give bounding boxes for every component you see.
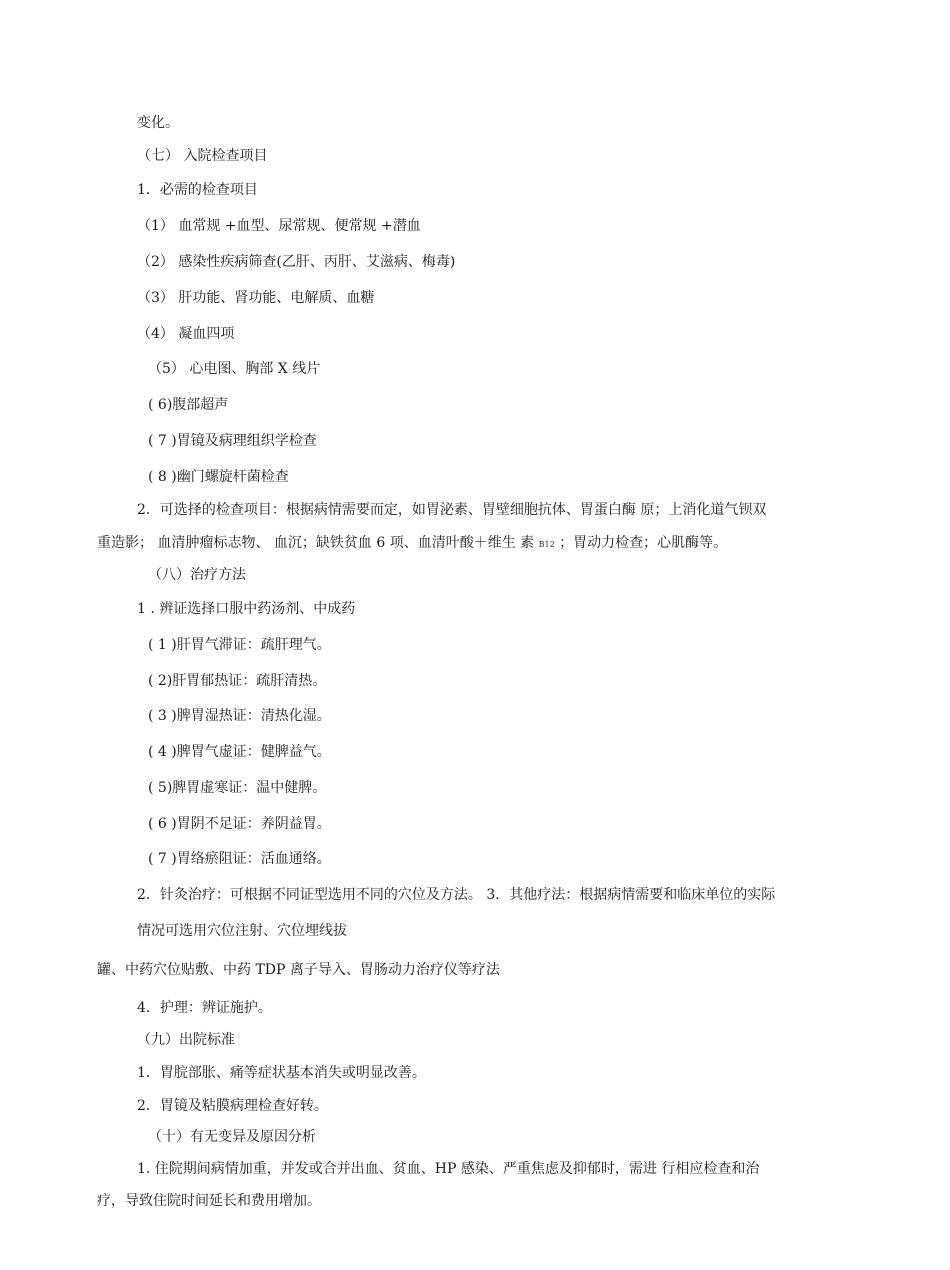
subscript-b12: B12 — [538, 540, 555, 549]
list-item: 1．胃脘部胀、痛等症状基本消失或明显改善。 — [137, 1065, 426, 1081]
subsection-heading: 1．必需的检查项目 — [137, 182, 258, 198]
list-item: （2） 感染性疾病筛查(乙肝、丙肝、艾滋病、梅毒) — [137, 254, 456, 270]
list-item: ( 2)肝胃郁热证：疏肝清热。 — [148, 673, 327, 689]
section-heading: （十）有无变异及原因分析 — [148, 1129, 316, 1145]
paragraph-line: 罐、中药穴位贴敷、中药 TDP 离子导入、胃肠动力治疗仪等疗法 — [97, 962, 500, 978]
list-item: ( 6)腹部超声 — [148, 397, 229, 413]
list-item: ( 5)脾胃虚寒证：温中健脾。 — [148, 780, 327, 796]
text-line: 变化。 — [137, 115, 179, 131]
paragraph-line: 4．护理：辨证施护。 — [137, 1000, 272, 1016]
paragraph-text: 重造影； 血清肿瘤标志物、 血沉；缺铁贫血 6 项、血清叶酸＋维生 素 — [97, 535, 535, 551]
section-heading: （七） 入院检查项目 — [137, 148, 268, 164]
subsection-heading: 1 . 辨证选择口服中药汤剂、中成药 — [137, 601, 356, 617]
list-item: ( 7 )胃络瘀阻证：活血通络。 — [148, 851, 331, 867]
list-item: （1） 血常规 +血型、尿常规、便常规 +潜血 — [137, 218, 421, 234]
list-item: ( 3 )脾胃湿热证：清热化湿。 — [148, 708, 331, 724]
paragraph-line: 情况可选用穴位注射、穴位埋线拔 — [137, 923, 347, 939]
list-item: （5） 心电图、胸部 X 线片 — [148, 361, 321, 377]
paragraph-line: 2．可选择的检查项目：根据病情需要而定，如胃泌素、胃壁细胞抗体、胃蛋白酶 原；上消化道气钡双 — [137, 502, 767, 518]
list-item: ( 1 )肝胃气滞证：疏肝理气。 — [148, 637, 331, 653]
list-item: ( 6 )胃阴不足证：养阴益胃。 — [148, 816, 331, 832]
paragraph-line: 1. 住院期间病情加重，并发或合并出血、贫血、HP 感染、严重焦虑及抑郁时，需进 行相应检查和治 — [137, 1161, 760, 1177]
list-item: （3） 肝功能、肾功能、电解质、血糖 — [137, 290, 375, 306]
list-item: 2．胃镜及粘膜病理检查好转。 — [137, 1098, 328, 1114]
paragraph-line: 2．针灸治疗：可根据不同证型选用不同的穴位及方法。 3．其他疗法：根据病情需要和临床单位的实际 — [137, 887, 776, 903]
paragraph-line: 疗，导致住院时间延长和费用增加。 — [97, 1193, 321, 1209]
list-item: ( 8 )幽门螺旋杆菌检查 — [148, 469, 289, 485]
paragraph-line — [97, 534, 727, 554]
section-heading: （八）治疗方法 — [148, 567, 246, 583]
list-item: ( 4 )脾胃气虚证：健脾益气。 — [148, 744, 331, 760]
list-item: ( 7 )胃镜及病理组织学检查 — [148, 433, 317, 449]
paragraph-text: ；胃动力检查；心肌酶等。 — [559, 535, 728, 551]
list-item: （4） 凝血四项 — [137, 326, 235, 342]
section-heading: （九）出院标准 — [137, 1032, 235, 1048]
